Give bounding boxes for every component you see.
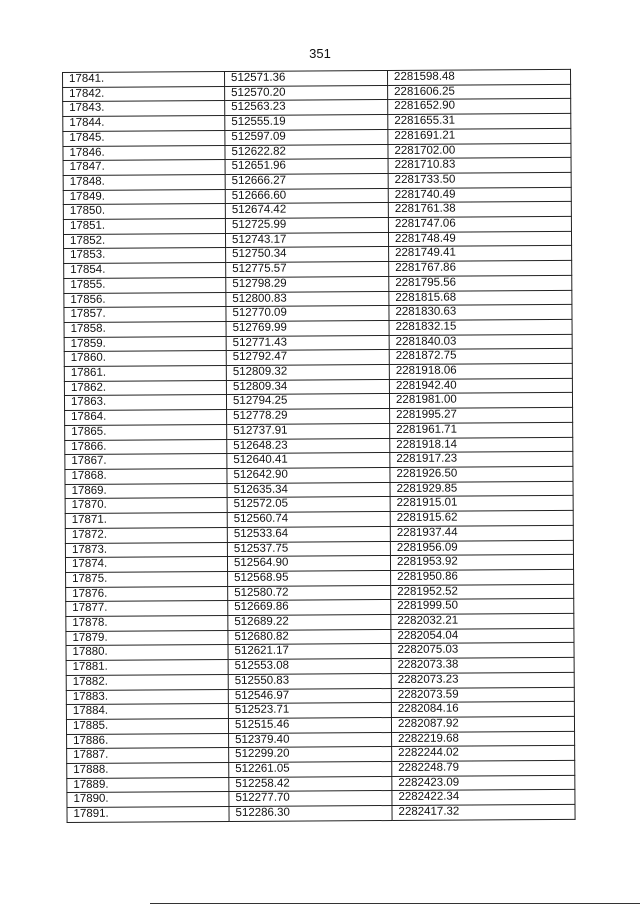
northing-cell: 2281830.63 (389, 305, 572, 321)
point-number-cell: 17868. (65, 468, 227, 484)
point-number-cell: 17885. (66, 718, 228, 734)
northing-cell: 2281691.21 (388, 128, 571, 144)
easting-cell: 512622.82 (225, 144, 388, 160)
easting-cell: 512737.91 (227, 423, 390, 439)
point-number-cell: 17876. (66, 586, 228, 602)
point-number-cell: 17875. (66, 571, 228, 587)
easting-cell: 512560.74 (227, 512, 390, 528)
point-number-cell: 17861. (64, 366, 226, 382)
northing-cell: 2281950.86 (391, 569, 574, 585)
point-number-cell: 17883. (66, 689, 228, 705)
northing-cell: 2281929.85 (390, 481, 573, 497)
easting-cell: 512258.42 (229, 776, 392, 792)
point-number-cell: 17850. (63, 204, 225, 220)
point-number-cell: 17872. (65, 527, 227, 543)
easting-cell: 512555.19 (225, 115, 388, 131)
easting-cell: 512550.83 (228, 673, 391, 689)
northing-cell: 2281961.71 (390, 422, 573, 438)
northing-cell: 2281942.40 (389, 378, 572, 394)
easting-cell: 512743.17 (225, 232, 388, 248)
northing-cell: 2281918.06 (389, 363, 572, 379)
easting-cell: 512725.99 (225, 218, 388, 234)
easting-cell: 512515.46 (228, 717, 391, 733)
northing-cell: 2281917.23 (390, 452, 573, 468)
northing-cell: 2281767.86 (389, 261, 572, 277)
easting-cell: 512798.29 (226, 276, 389, 292)
easting-cell: 512640.41 (227, 453, 390, 469)
point-number-cell: 17859. (64, 336, 226, 352)
northing-cell: 2282219.68 (392, 731, 575, 747)
northing-cell: 2282084.16 (391, 702, 574, 718)
easting-cell: 512642.90 (227, 467, 390, 483)
easting-cell: 512553.08 (228, 659, 391, 675)
easting-cell: 512523.71 (228, 703, 391, 719)
northing-cell: 2281999.50 (391, 599, 574, 615)
point-number-cell: 17864. (65, 410, 227, 426)
northing-cell: 2281795.56 (389, 275, 572, 291)
point-number-cell: 17851. (63, 219, 225, 235)
easting-cell: 512277.70 (229, 791, 392, 807)
point-number-cell: 17886. (67, 733, 229, 749)
northing-cell: 2281733.50 (388, 172, 571, 188)
point-number-cell: 17869. (65, 483, 227, 499)
northing-cell: 2281915.62 (390, 510, 573, 526)
northing-cell: 2282244.02 (392, 746, 575, 762)
easting-cell: 512666.60 (225, 188, 388, 204)
easting-cell: 512621.17 (228, 644, 391, 660)
northing-cell: 2281915.01 (390, 496, 573, 512)
easting-cell: 512778.29 (227, 409, 390, 425)
easting-cell: 512635.34 (227, 482, 390, 498)
northing-cell: 2281937.44 (390, 525, 573, 541)
point-number-cell: 17884. (66, 704, 228, 720)
northing-cell: 2282073.23 (391, 672, 574, 688)
northing-cell: 2281748.49 (388, 231, 571, 247)
easting-cell: 512769.99 (226, 320, 389, 336)
point-number-cell: 17870. (65, 498, 227, 514)
easting-cell: 512286.30 (229, 806, 392, 822)
easting-cell: 512580.72 (228, 585, 391, 601)
easting-cell: 512750.34 (226, 247, 389, 263)
northing-cell: 2281655.31 (388, 114, 571, 130)
easting-cell: 512537.75 (227, 541, 390, 557)
northing-cell: 2282422.34 (392, 790, 575, 806)
northing-cell: 2281740.49 (388, 187, 571, 203)
point-number-cell: 17856. (64, 292, 226, 308)
point-number-cell: 17887. (67, 748, 229, 764)
point-number-cell: 17863. (64, 395, 226, 411)
point-number-cell: 17891. (67, 807, 229, 823)
point-number-cell: 17845. (63, 130, 225, 146)
northing-cell: 2282417.32 (392, 805, 575, 821)
point-number-cell: 17857. (64, 307, 226, 323)
easting-cell: 512570.20 (225, 85, 388, 101)
point-number-cell: 17853. (64, 248, 226, 264)
easting-cell: 512775.57 (226, 262, 389, 278)
northing-cell: 2281747.06 (388, 216, 571, 232)
northing-cell: 2281926.50 (390, 466, 573, 482)
bottom-rule (150, 903, 640, 904)
coordinate-table-body (63, 69, 576, 822)
coordinate-table-container (62, 69, 575, 823)
easting-cell: 512648.23 (227, 438, 390, 454)
point-number-cell: 17846. (63, 145, 225, 161)
easting-cell: 512680.82 (228, 629, 391, 645)
northing-cell: 2282075.03 (391, 643, 574, 659)
easting-cell: 512800.83 (226, 291, 389, 307)
easting-cell: 512771.43 (226, 335, 389, 351)
point-number-cell: 17849. (63, 189, 225, 205)
point-number-cell: 17852. (63, 233, 225, 249)
easting-cell: 512809.32 (226, 365, 389, 381)
easting-cell: 512546.97 (228, 688, 391, 704)
northing-cell: 2281702.00 (388, 143, 571, 159)
northing-cell: 2282054.04 (391, 628, 574, 644)
point-number-cell: 17888. (67, 763, 229, 779)
northing-cell: 2282073.59 (391, 687, 574, 703)
point-number-cell: 17858. (64, 321, 226, 337)
point-number-cell: 17847. (63, 160, 225, 176)
point-number-cell: 17873. (65, 542, 227, 558)
point-number-cell: 17865. (65, 424, 227, 440)
northing-cell: 2281598.48 (387, 69, 570, 85)
northing-cell: 2281606.25 (388, 84, 571, 100)
point-number-cell: 17866. (65, 439, 227, 455)
table-row (67, 805, 575, 823)
point-number-cell: 17862. (64, 380, 226, 396)
easting-cell: 512666.27 (225, 173, 388, 189)
easting-cell: 512299.20 (229, 747, 392, 763)
northing-cell: 2281953.92 (390, 555, 573, 571)
point-number-cell: 17889. (67, 777, 229, 793)
easting-cell: 512571.36 (225, 71, 388, 87)
point-number-cell: 17844. (63, 116, 225, 132)
easting-cell: 512689.22 (228, 615, 391, 631)
northing-cell: 2282423.09 (392, 775, 575, 791)
northing-cell: 2281832.15 (389, 319, 572, 335)
point-number-cell: 17855. (64, 277, 226, 293)
northing-cell: 2281872.75 (389, 349, 572, 365)
easting-cell: 512568.95 (228, 570, 391, 586)
point-number-cell: 17841. (63, 72, 225, 88)
northing-cell: 2281652.90 (388, 99, 571, 115)
easting-cell: 512564.90 (227, 556, 390, 572)
northing-cell: 2281918.14 (390, 437, 573, 453)
point-number-cell: 17871. (65, 513, 227, 529)
point-number-cell: 17867. (65, 454, 227, 470)
easting-cell: 512794.25 (226, 394, 389, 410)
point-number-cell: 17882. (66, 674, 228, 690)
point-number-cell: 17848. (63, 174, 225, 190)
northing-cell: 2281981.00 (389, 393, 572, 409)
coordinate-table (62, 69, 576, 823)
northing-cell: 2282087.92 (391, 716, 574, 732)
easting-cell: 512792.47 (226, 350, 389, 366)
northing-cell: 2281710.83 (388, 158, 571, 174)
point-number-cell: 17843. (63, 101, 225, 117)
northing-cell: 2281952.52 (391, 584, 574, 600)
point-number-cell: 17880. (66, 645, 228, 661)
easting-cell: 512533.64 (227, 526, 390, 542)
northing-cell: 2282073.38 (391, 658, 574, 674)
easting-cell: 512563.23 (225, 100, 388, 116)
easting-cell: 512651.96 (225, 159, 388, 175)
northing-cell: 2282248.79 (392, 760, 575, 776)
northing-cell: 2281995.27 (390, 408, 573, 424)
point-number-cell: 17890. (67, 792, 229, 808)
point-number-cell: 17860. (64, 351, 226, 367)
northing-cell: 2282032.21 (391, 613, 574, 629)
northing-cell: 2281956.09 (390, 540, 573, 556)
easting-cell: 512379.40 (229, 732, 392, 748)
easting-cell: 512597.09 (225, 129, 388, 145)
easting-cell: 512261.05 (229, 762, 392, 778)
northing-cell: 2281840.03 (389, 334, 572, 350)
easting-cell: 512809.34 (226, 379, 389, 395)
easting-cell: 512674.42 (225, 203, 388, 219)
northing-cell: 2281749.41 (389, 246, 572, 262)
point-number-cell: 17881. (66, 660, 228, 676)
point-number-cell: 17874. (65, 557, 227, 573)
page-number: 351 (309, 46, 331, 61)
easting-cell: 512572.05 (227, 497, 390, 513)
point-number-cell: 17879. (66, 630, 228, 646)
point-number-cell: 17842. (63, 86, 225, 102)
point-number-cell: 17877. (66, 601, 228, 617)
easting-cell: 512669.86 (228, 600, 391, 616)
northing-cell: 2281815.68 (389, 290, 572, 306)
easting-cell: 512770.09 (226, 306, 389, 322)
point-number-cell: 17878. (66, 616, 228, 632)
northing-cell: 2281761.38 (388, 202, 571, 218)
point-number-cell: 17854. (64, 263, 226, 279)
